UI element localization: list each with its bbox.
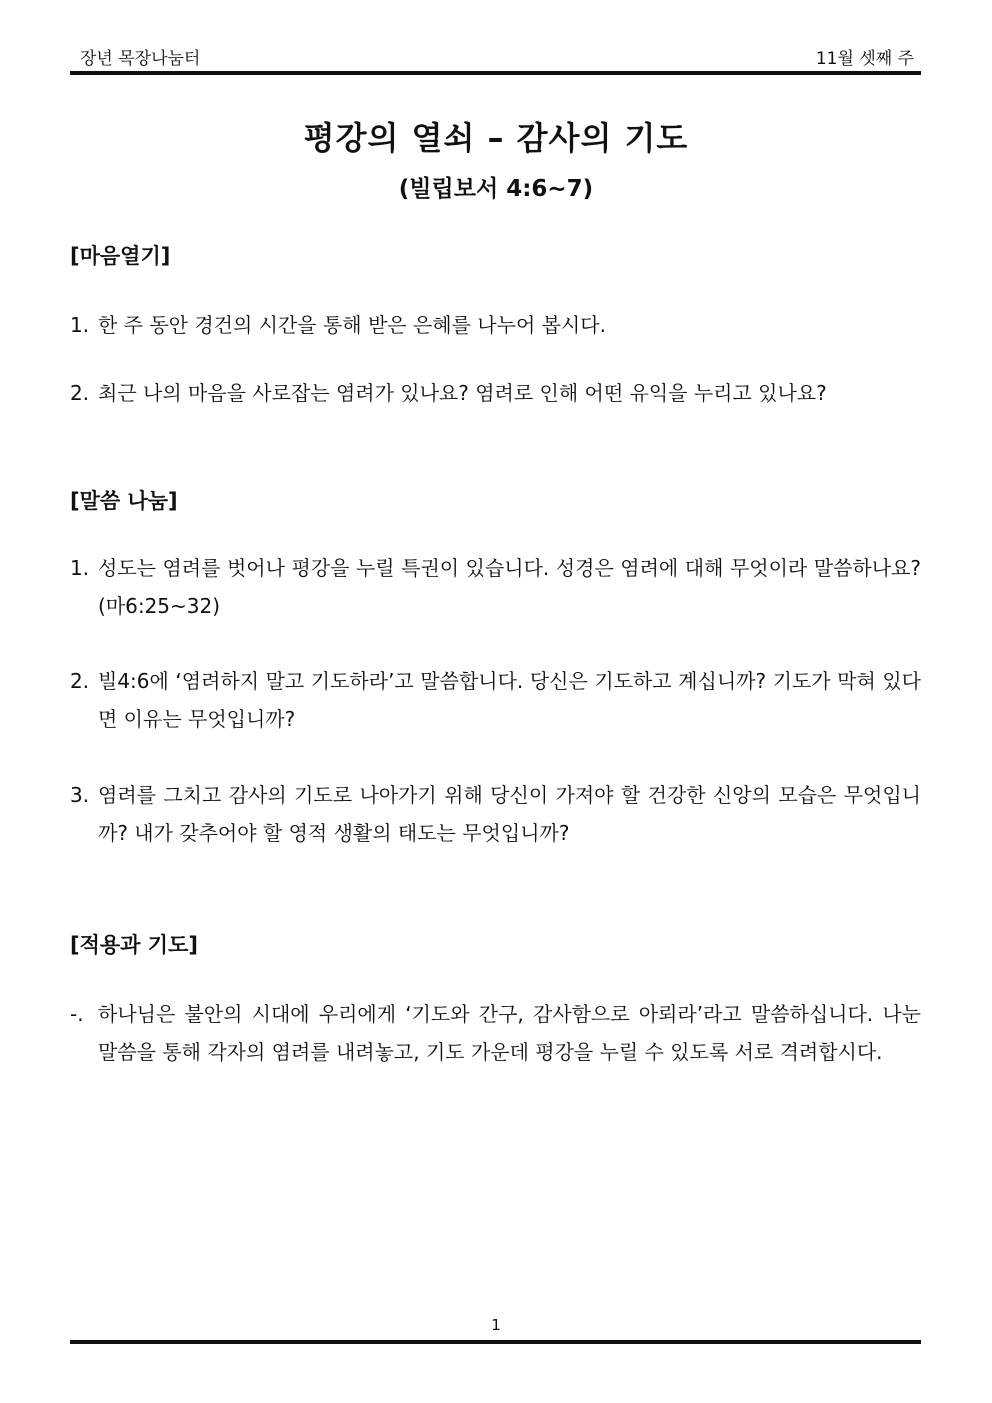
header-left-text: 장년 목장나눔터	[80, 49, 201, 69]
item-text: 최근 나의 마음을 사로잡는 염려가 있나요? 염려로 인해 어떤 유익을 누리고 있나요?	[98, 381, 827, 405]
document-subtitle: (빌립보서 4:6~7)	[398, 176, 594, 202]
item-number: 1.	[70, 556, 90, 580]
item-text: 염려를 그치고 감사의 기도로 나아가기 위해 당신이 가져야 할 건강한 신앙의 모습은 무엇입니까? 내가 갖추어야 할 영적 생활의 태도는 무엇입니까?	[98, 783, 921, 845]
item-number: 3.	[70, 783, 90, 807]
document-title: 평강의 열쇠 – 감사의 기도	[303, 119, 689, 157]
list-item	[70, 549, 921, 625]
list-item	[70, 995, 921, 1071]
item-number: -.	[70, 1002, 84, 1026]
item-number: 2.	[70, 381, 90, 405]
section-heading-application-prayer: [적용과 기도]	[70, 933, 198, 957]
header-divider	[70, 71, 921, 75]
page-number: 1	[491, 1316, 501, 1334]
item-number: 2.	[70, 669, 90, 693]
item-text: 성도는 염려를 벗어나 평강을 누릴 특권이 있습니다. 성경은 염려에 대해 무엇이라 말씀하나요?(마6:25~32)	[98, 556, 921, 618]
header-right-text: 11월 셋째 주	[815, 49, 914, 69]
item-text: 빌4:6에 ‘염려하지 말고 기도하라’고 말씀합니다. 당신은 기도하고 계십니까? 기도가 막혀 있다면 이유는 무엇입니까?	[98, 669, 921, 731]
list-item	[70, 776, 921, 852]
item-text: 한 주 동안 경건의 시간을 통해 받은 은혜를 나누어 봅시다.	[98, 313, 606, 337]
item-number: 1.	[70, 313, 90, 337]
list-item	[70, 374, 921, 412]
section-heading-word-sharing: [말씀 나눔]	[70, 489, 178, 513]
list-item	[70, 306, 921, 344]
section-heading-open-heart: [마음열기]	[70, 244, 171, 268]
list-item	[70, 662, 921, 738]
item-text: 하나님은 불안의 시대에 우리에게 ‘기도와 간구, 감사함으로 아뢰라’라고 말씀하십니다. 나눈 말씀을 통해 각자의 염려를 내려놓고, 기도 가운데 평강을 누릴 수 있도록 서로 격려합시다.	[98, 1002, 921, 1064]
footer-divider	[70, 1340, 921, 1344]
